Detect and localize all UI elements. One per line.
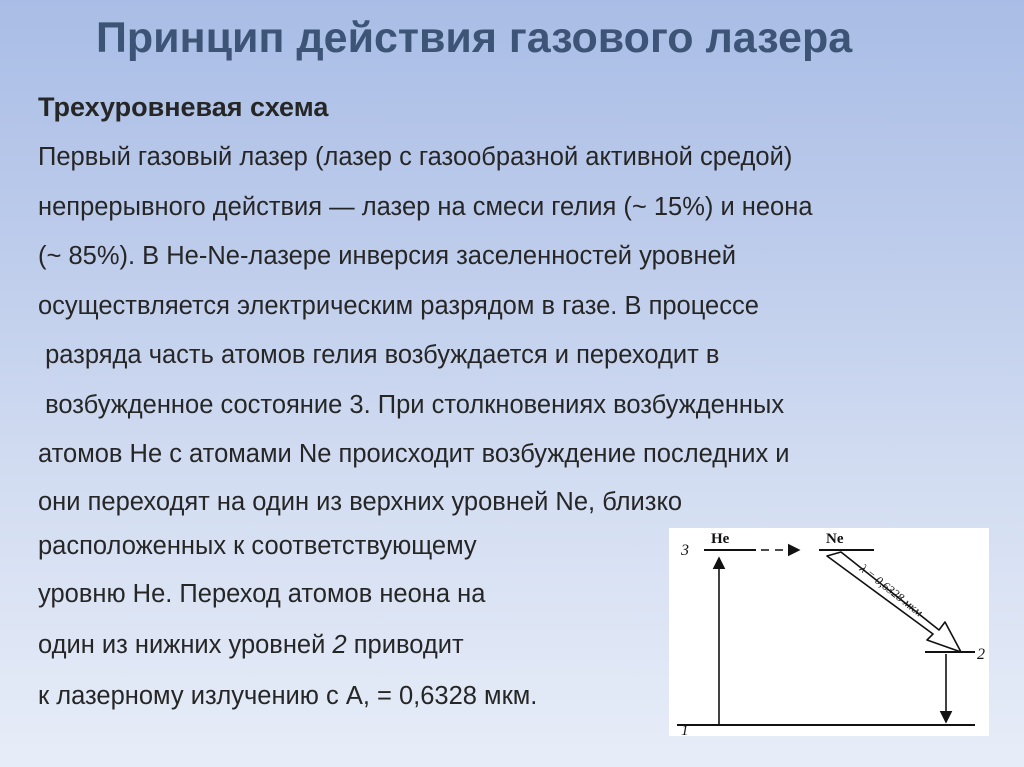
he-label: He bbox=[711, 531, 730, 547]
body-line-8: они переходят на один из верхних уровней Ne, близко bbox=[38, 488, 683, 516]
body-line-9: расположенных к соответствующему bbox=[38, 532, 477, 560]
level-1-label: 1 bbox=[681, 723, 689, 736]
ne-label: Ne bbox=[826, 531, 844, 547]
body-line-11 bbox=[38, 631, 464, 660]
energy-level-svg bbox=[669, 528, 989, 736]
energy-level-diagram bbox=[669, 528, 989, 736]
slide-title: Принцип действия газового лазера bbox=[96, 14, 853, 62]
body-line-10: уровню He. Переход атомов неона на bbox=[38, 580, 486, 608]
laser-transition-arrow bbox=[827, 552, 961, 652]
body-line-11-level: 2 bbox=[332, 631, 347, 659]
body-line-1: Первый газовый лазер (лазер с газообразной активной средой) bbox=[38, 143, 793, 171]
body-line-4: осуществляется электрическим разрядом в газе. В процессе bbox=[38, 292, 759, 320]
level-3-label: 3 bbox=[681, 542, 689, 559]
slide-subtitle: Трехуровневая схема bbox=[38, 92, 329, 122]
body-line-7: атомов He с атомами Ne происходит возбуждение последних и bbox=[38, 440, 790, 468]
body-line-3: (~ 85%). В He-Ne-лазере инверсия заселенностей уровней bbox=[38, 242, 736, 270]
body-line-2: непрерывного действия — лазер на смеси гелия (~ 15%) и неона bbox=[38, 193, 813, 221]
wavelength-label: λ = 0,6328 мкм bbox=[857, 561, 926, 620]
body-line-6: возбужденное состояние 3. При столкновениях возбужденных bbox=[38, 391, 785, 419]
body-line-11-end: приводит bbox=[346, 631, 464, 659]
body-line-12: к лазерному излучению с А, = 0,6328 мкм. bbox=[38, 682, 538, 710]
level-2-label: 2 bbox=[977, 646, 985, 663]
body-line-5: разряда часть атомов гелия возбуждается и переходит в bbox=[38, 341, 720, 369]
body-line-11-start: один из нижних уровней bbox=[38, 631, 333, 659]
